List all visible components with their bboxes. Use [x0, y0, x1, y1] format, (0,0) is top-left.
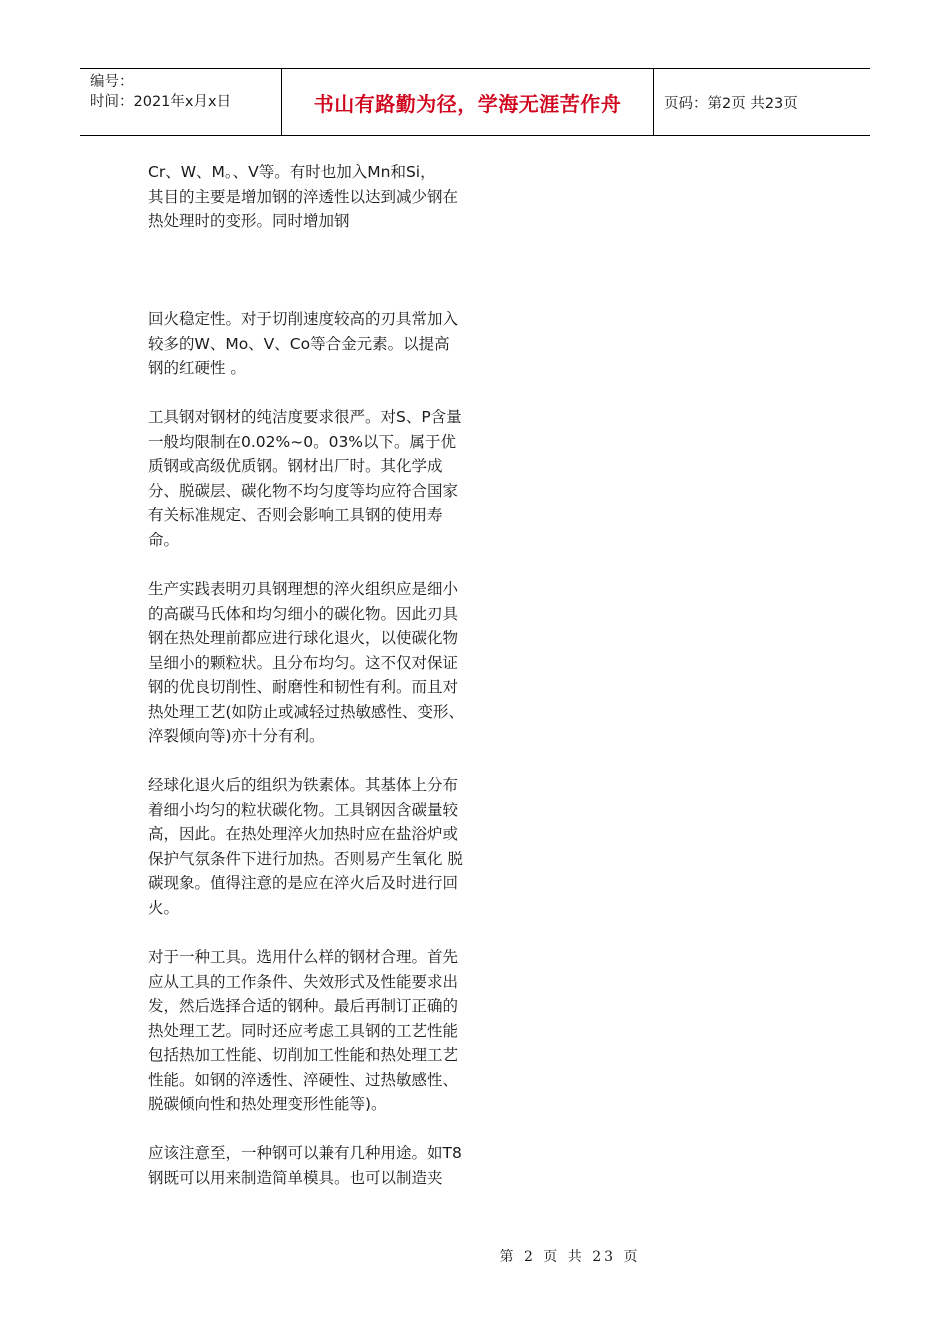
paragraph-line: 碳现象。值得注意的是应在淬火后及时进行回 [148, 874, 459, 892]
paragraph-line: 其目的主要是增加钢的淬透性以达到减少钢在 [148, 187, 459, 206]
paragraph-line: 性能。如钢的淬透性、淬硬性、过热敏感性、 [148, 1070, 459, 1089]
paragraph [148, 1141, 462, 1190]
header-time-label: 时间：2021年x月x日 [90, 94, 232, 110]
paragraph-line: 着细小均匀的粒状碳化物。工具钢因含碳量较 [148, 800, 459, 819]
paragraph-line: 热处理工艺(如防止或减轻过热敏感性、变形、 [148, 702, 465, 721]
paragraph [148, 577, 464, 749]
paragraph-line: 命。 [148, 530, 180, 549]
paragraph-line: 保护气氛条件下进行加热。否则易产生氧化 脱 [148, 849, 463, 868]
paragraph-line: 包括热加工性能、切削加工性能和热处理工艺 [148, 1046, 459, 1064]
paragraph-line: 钢既可以用来制造简单模具。也可以制造夹 [148, 1168, 443, 1187]
paragraph-line: Cr、W、M。、V等。有时也加入Mn和Si， [148, 163, 436, 181]
paragraph-line: 淬裂倾向等)亦十分有利。 [148, 727, 325, 745]
paragraph [148, 773, 463, 920]
paragraph-line: 应该注意至，一种钢可以兼有几种用途。如T8 [148, 1144, 462, 1162]
paragraph-line: 生产实践表明刃具钢理想的淬火组织应是细小 [148, 580, 459, 598]
paragraph-line: 一般均限制在0.02%~0。03%以下。属于优 [148, 432, 457, 451]
paragraph-line: 回火稳定性。对于切削速度较高的刃具常加入 [148, 310, 459, 328]
paragraph-line: 热处理时的变形。同时增加钢 [148, 212, 350, 230]
paragraph-line: 对于一种工具。选用什么样的钢材合理。首先 [148, 948, 459, 966]
paragraph [148, 405, 462, 552]
paragraph-line: 工具钢对钢材的纯洁度要求很严。对S、P含量 [148, 408, 462, 426]
header-motto: 书山有路勤为径，学海无涯苦作舟 [313, 91, 622, 116]
paragraph-line: 的高碳马氏体和均匀细小的碳化物。因此刃具 [148, 604, 459, 623]
header-motto-cell [282, 69, 654, 135]
header-meta-cell [80, 69, 282, 135]
paragraph-line: 经球化退火后的组织为铁素体。其基体上分布 [148, 776, 459, 794]
paragraph [148, 160, 458, 234]
paragraph-line: 呈细小的颗粒状。且分布均匀。这不仅对保证 [148, 653, 459, 672]
paragraph-line: 应从工具的工作条件、失效形式及性能要求出 [148, 972, 459, 991]
paragraph-line: 较多的W、Mo、V、Co等合金元素。以提高 [148, 334, 450, 353]
header-number-label: 编号： [90, 74, 134, 90]
paragraph-line: 钢的优良切削性、耐磨性和韧性有利。而且对 [148, 678, 459, 696]
paragraph [148, 307, 458, 381]
paragraph-line: 发，然后选择合适的钢种。最后再制订正确的 [148, 997, 459, 1015]
paragraph-line: 分、脱碳层、碳化物不均匀度等均应符合国家 [148, 481, 459, 500]
header-page-code-cell [654, 69, 870, 135]
document-header [80, 68, 870, 136]
paragraph-line: 高，因此。在热处理淬火加热时应在盐浴炉或 [148, 825, 459, 843]
page-footer: 第 2 页 共 23 页 [499, 1249, 641, 1265]
paragraph-line: 脱碳倾向性和热处理变形性能等)。 [148, 1095, 387, 1113]
paragraph-line: 热处理工艺。同时还应考虑工具钢的工艺性能 [148, 1021, 459, 1040]
paragraph [148, 945, 458, 1117]
paragraph-line: 火。 [148, 898, 180, 917]
paragraph-line: 钢的红硬性 。 [148, 359, 246, 377]
paragraph-line: 有关标准规定、否则会影响工具钢的使用寿 [148, 506, 443, 524]
header-page-code: 页码：第2页 共23页 [664, 95, 798, 112]
paragraph-line: 钢在热处理前都应进行球化退火，以使碳化物 [148, 629, 459, 647]
paragraph-line: 质钢或高级优质钢。钢材出厂时。其化学成 [148, 457, 443, 475]
